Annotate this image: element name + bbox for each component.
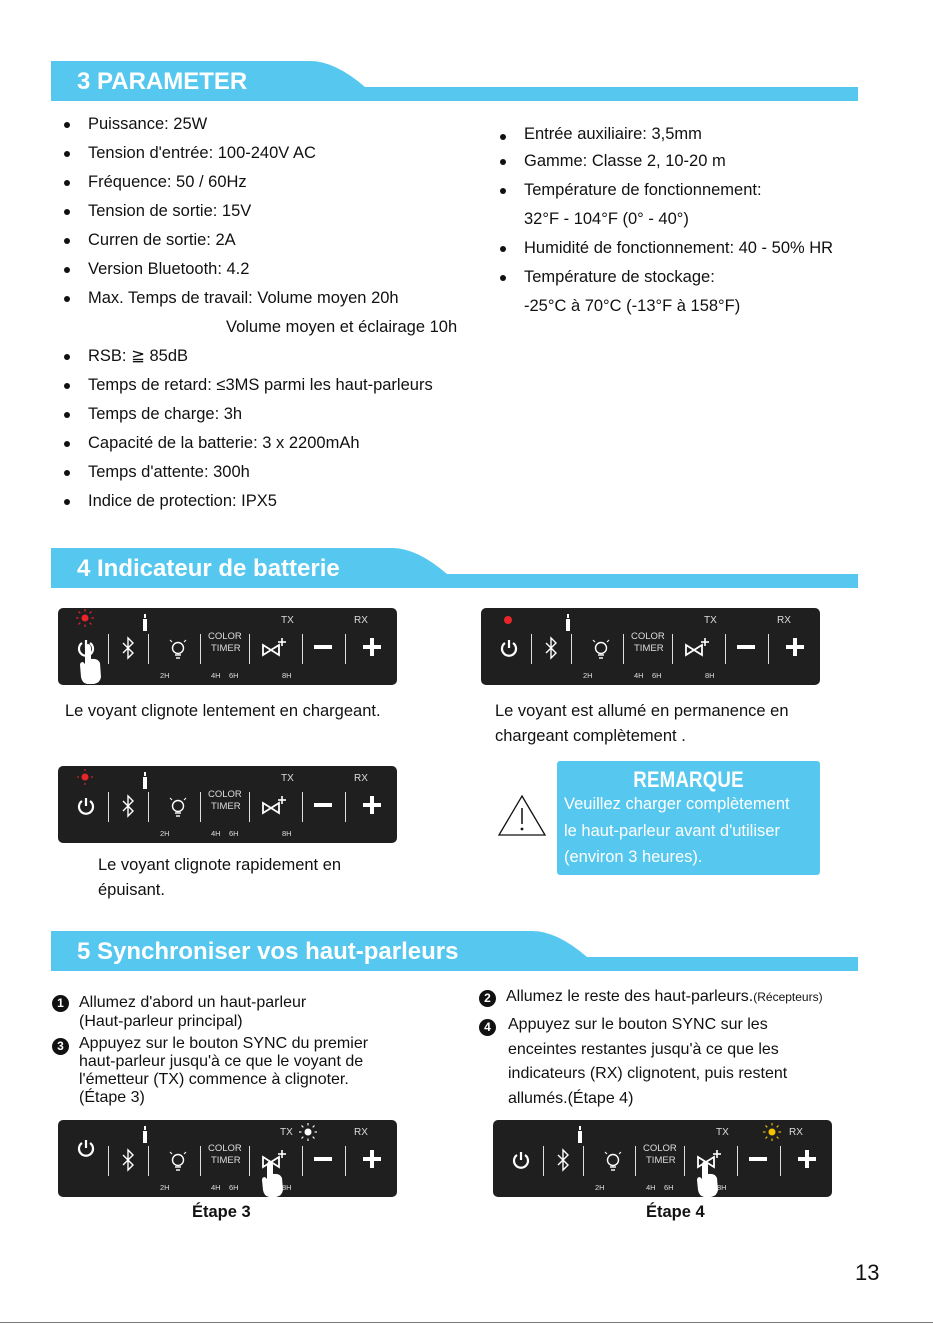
step-number-1: 1 [52,995,69,1012]
step-line: enceintes restantes jusqu'à ce que les [508,1040,779,1058]
aux-jack-icon [142,1126,148,1144]
divider [725,634,726,664]
header-tab-curve [290,61,365,101]
divider [672,634,673,664]
aux-jack-icon [142,614,148,632]
tx-label: TX [281,773,294,784]
light-bulb-icon[interactable] [603,1146,623,1172]
divider [108,1146,109,1176]
step-2-text [506,988,823,1006]
timer-4h-label: 4H [211,829,221,838]
timer-label: TIMER [634,643,664,654]
aux-jack-icon [565,614,571,632]
param-item-continued: Volume moyen et éclairage 10h [226,318,458,336]
rx-label: RX [354,615,368,626]
timer-4h-label: 4H [634,671,644,680]
param-item: Curren de sortie: 2A [51,226,457,255]
section-title: 3 PARAMETER [51,61,291,101]
timer-2h-label: 2H [160,829,170,838]
light-bulb-icon[interactable] [168,1146,188,1172]
sync-icon[interactable] [261,793,289,815]
param-item: Température de fonctionnement: [487,176,833,205]
remark-title: REMARQUE [633,767,744,792]
volume-up-icon[interactable] [363,638,381,656]
divider [302,1146,303,1176]
control-panel-full-charge [481,608,820,685]
divider [148,634,149,664]
divider [543,1146,544,1176]
step-line: Allumez d'abord un haut-parleur [79,994,307,1011]
section-header-parameter [51,61,858,101]
tx-label: TX [716,1127,729,1138]
divider [345,634,346,664]
step-number-3: 3 [52,1038,69,1055]
volume-up-icon[interactable] [363,796,381,814]
divider [200,634,201,664]
timer-label: TIMER [211,801,241,812]
power-icon[interactable] [512,1150,530,1170]
step-line: (Haut-parleur principal) [79,1013,243,1030]
control-panel-slow-blink [58,608,397,685]
header-tab-curve [512,931,587,971]
divider [571,634,572,664]
step-number-2: 2 [479,990,496,1007]
volume-down-icon[interactable] [314,1157,332,1162]
timer-6h-label: 6H [229,1183,239,1192]
step-3-text [79,1035,368,1107]
step-number-4: 4 [479,1019,496,1036]
timer-6h-label: 6H [652,671,662,680]
divider [302,792,303,822]
timer-4h-label: 4H [211,671,221,680]
step-1-text [79,993,306,1031]
timer-4h-label: 4H [211,1183,221,1192]
bluetooth-icon[interactable] [121,794,135,818]
divider [249,1146,250,1176]
param-item: Version Bluetooth: 4.2 [51,255,457,284]
timer-6h-label: 6H [664,1183,674,1192]
section-header-sync [51,931,858,971]
divider [148,792,149,822]
divider [148,1146,149,1176]
battery-caption-full-line2: chargeant complètement . [495,727,686,745]
aux-jack-icon [577,1126,583,1144]
param-item: Température de stockage: [487,263,833,292]
param-item: Temps d'attente: 300h [51,458,457,487]
step-4-caption: Étape 4 [646,1203,705,1221]
timer-8h-label: 8H [282,1183,292,1192]
param-item: Puissance: 25W [51,110,457,139]
receivers-note: (Récepteurs) [753,990,823,1004]
remark-box [557,761,820,875]
divider [768,634,769,664]
param-item: Tension d'entrée: 100-240V AC [51,139,457,168]
step-line: Allumez le reste des haut-parleurs. [506,988,754,1005]
bluetooth-icon[interactable] [544,636,558,660]
divider [531,634,532,664]
power-icon[interactable] [77,1138,95,1158]
param-item: Capacité de la batterie: 3 x 2200mAh [51,429,457,458]
sync-icon[interactable] [684,635,712,657]
step-line: indicateurs (RX) clignotent, puis restent [508,1065,788,1082]
param-item: Humidité de fonctionnement: 40 - 50% HR [487,234,833,263]
step-line: allumés.(Étape 4) [508,1089,634,1107]
divider [249,634,250,664]
section-title: 5 Synchroniser vos haut-parleurs [51,931,513,971]
step-line: haut-parleur jusqu'à ce que le voyant de [79,1053,364,1070]
aux-jack-icon [142,772,148,790]
param-item: RSB: ≧ 85dB [51,342,457,371]
divider [108,634,109,664]
control-panel-step-3 [58,1120,397,1197]
timer-6h-label: 6H [229,671,239,680]
rx-label: RX [777,615,791,626]
param-item-continued: -25°C à 70°C (-13°F à 158°F) [524,297,741,315]
divider [737,1146,738,1176]
control-panel-fast-blink [58,766,397,843]
param-item: Temps de charge: 3h [51,400,457,429]
rx-label: RX [789,1127,803,1138]
step-line: Appuyez sur le bouton SYNC du premier [79,1035,369,1052]
rx-label: RX [354,773,368,784]
remark-line: (environ 3 heures). [564,848,703,866]
divider [200,792,201,822]
timer-label: TIMER [211,643,241,654]
param-item: Indice de protection: IPX5 [51,487,457,516]
timer-8h-label: 8H [282,829,292,838]
volume-down-icon[interactable] [737,645,755,650]
step-3-caption: Étape 3 [192,1203,251,1221]
color-label: COLOR [631,631,665,642]
control-panel-step-4 [493,1120,832,1197]
remark-line: Veuillez charger complètement [564,795,790,813]
divider [583,1146,584,1176]
tx-label: TX [280,1127,293,1138]
divider [108,792,109,822]
light-bulb-icon[interactable] [591,634,611,660]
param-item: Temps de retard: ≤3MS parmi les haut-parleurs [51,371,457,400]
led-solid-red-icon [502,614,514,626]
divider [200,1146,201,1176]
param-item: Gamme: Classe 2, 10-20 m [487,147,833,176]
bluetooth-icon[interactable] [121,636,135,660]
led-blinking-white-icon [298,1122,318,1142]
battery-caption-slow: Le voyant clignote lentement en chargeant. [65,702,381,720]
remark-line: le haut-parleur avant d'utiliser [564,821,780,840]
power-icon[interactable] [77,796,95,816]
bluetooth-icon[interactable] [121,1148,135,1172]
timer-2h-label: 2H [160,1183,170,1192]
parameter-list-right [487,122,833,321]
step-4-text [508,1013,787,1111]
rx-label: RX [354,1127,368,1138]
led-blinking-red-icon [75,768,95,786]
tx-label: TX [281,615,294,626]
volume-up-icon[interactable] [798,1150,816,1168]
divider [249,792,250,822]
timer-2h-label: 2H [595,1183,605,1192]
volume-down-icon[interactable] [749,1157,767,1162]
param-item: Tension de sortie: 15V [51,197,457,226]
tx-label: TX [704,615,717,626]
section-title: 4 Indicateur de batterie [51,548,373,588]
color-label: COLOR [643,1143,677,1154]
divider [623,634,624,664]
header-tab-curve [372,548,447,588]
finger-press-icon [78,643,104,685]
param-item: Entrée auxiliaire: 3,5mm [487,122,833,147]
page-bottom-rule [0,1322,933,1323]
step-line: (Étape 3) [79,1089,145,1106]
bluetooth-icon[interactable] [556,1148,570,1172]
param-item: Fréquence: 50 / 60Hz [51,168,457,197]
section-header-battery [51,548,858,588]
battery-caption-low-line2: épuisant. [98,881,165,899]
timer-8h-label: 8H [705,671,715,680]
power-icon[interactable] [500,638,518,658]
battery-caption-low-line1: Le voyant clignote rapidement en [98,856,342,874]
parameter-list-left [51,110,457,516]
step-line: Appuyez sur le bouton SYNC sur les [508,1016,768,1033]
timer-label: TIMER [646,1155,676,1166]
sync-icon[interactable] [261,635,289,657]
color-label: COLOR [208,1143,242,1154]
divider [302,634,303,664]
divider [345,1146,346,1176]
led-blinking-yellow-icon [762,1122,782,1142]
param-item-continued: 32°F - 104°F (0° - 40°) [524,210,689,228]
divider [635,1146,636,1176]
light-bulb-icon[interactable] [168,634,188,660]
divider [345,792,346,822]
timer-6h-label: 6H [229,829,239,838]
color-label: COLOR [208,789,242,800]
timer-label: TIMER [211,1155,241,1166]
light-bulb-icon[interactable] [168,792,188,818]
timer-8h-label: 8H [282,671,292,680]
warning-triangle-icon [497,793,547,838]
battery-caption-full-line1: Le voyant est allumé en permanence en [495,702,789,720]
timer-4h-label: 4H [646,1183,656,1192]
volume-down-icon[interactable] [314,645,332,650]
param-item: Max. Temps de travail: Volume moyen 20h [51,284,457,313]
timer-8h-label: 8H [717,1183,727,1192]
timer-2h-label: 2H [583,671,593,680]
step-line: l'émetteur (TX) commence à clignoter. [79,1071,349,1088]
volume-up-icon[interactable] [786,638,804,656]
led-blinking-red-icon [73,608,97,628]
volume-down-icon[interactable] [314,803,332,808]
color-label: COLOR [208,631,242,642]
page-number: 13 [855,1260,880,1285]
divider [684,1146,685,1176]
divider [780,1146,781,1176]
volume-up-icon[interactable] [363,1150,381,1168]
timer-2h-label: 2H [160,671,170,680]
